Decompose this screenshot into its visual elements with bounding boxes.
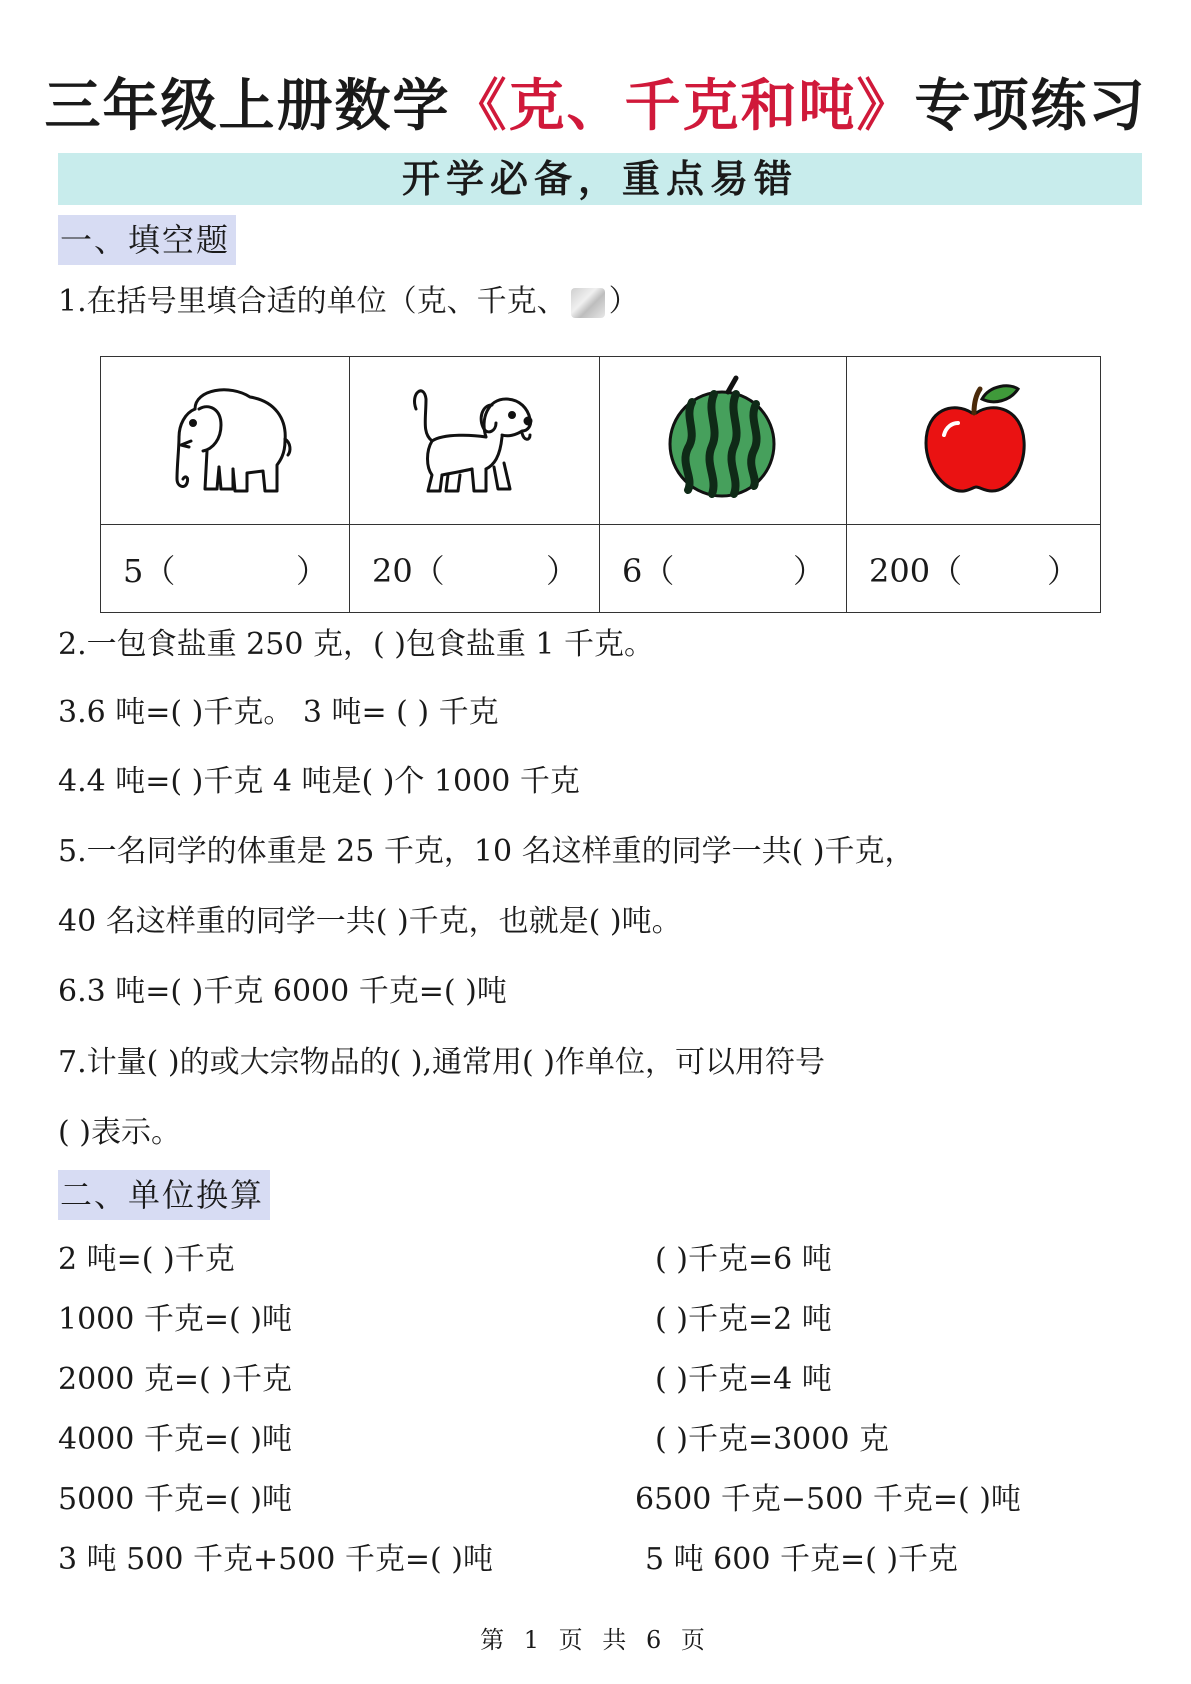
answer-cell-apple[interactable]: 200（ ）	[847, 525, 1101, 613]
question-1: 1.在括号里填合适的单位（克、千克、 ）	[58, 284, 639, 319]
blurred-text	[571, 288, 605, 318]
question-5-continued: 40 名这样重的同学一共( )千克，也就是( )吨。	[58, 904, 682, 939]
conversion-right-2: ( )千克=2 吨	[655, 1302, 832, 1337]
question-7: 7.计量( )的或大宗物品的( ),通常用( )作单位，可以用符号	[58, 1045, 825, 1080]
conversion-left-5: 5000 千克=( )吨	[58, 1482, 292, 1517]
question-4: 4.4 吨=( )千克 4 吨是( )个 1000 千克	[58, 764, 580, 799]
question-6: 6.3 吨=( )千克 6000 千克=( )吨	[58, 974, 507, 1009]
conversion-left-6: 3 吨 500 千克+500 千克=( )吨	[58, 1542, 493, 1577]
conversion-left-1: 2 吨=( )千克	[58, 1242, 235, 1277]
page-number: 第 1 页 共 6 页	[480, 1626, 711, 1654]
conversion-left-3: 2000 克=( )千克	[58, 1362, 292, 1397]
question-5: 5.一名同学的体重是 25 千克，10 名这样重的同学一共( )千克，	[58, 834, 915, 869]
subtitle-banner: 开学必备，重点易错	[58, 153, 1142, 205]
answer-cell-dog[interactable]: 20（ ）	[349, 525, 599, 613]
apple-icon	[914, 379, 1034, 499]
conversion-left-4: 4000 千克=( )吨	[58, 1422, 292, 1457]
conversion-right-6: 5 吨 600 千克=( )千克	[645, 1542, 959, 1577]
section-heading-fill-blank: 一、填空题	[58, 215, 236, 265]
conversion-right-1: ( )千克=6 吨	[655, 1242, 832, 1277]
question-7-continued: ( )表示。	[58, 1115, 181, 1150]
question-2: 2.一包食盐重 250 克，( )包食盐重 1 千克。	[58, 627, 655, 662]
section-heading-unit-conversion: 二、单位换算	[58, 1170, 270, 1220]
dog-cell	[349, 357, 599, 525]
apple-cell	[847, 357, 1101, 525]
conversion-right-5: 6500 千克−500 千克=( )吨	[635, 1482, 1021, 1517]
page-title: 三年级上册数学《克、千克和吨》专项练习	[44, 73, 1147, 139]
dog-icon	[404, 379, 544, 499]
answer-cell-elephant[interactable]: 5（ ）	[101, 525, 350, 613]
conversion-left-2: 1000 千克=( )吨	[58, 1302, 292, 1337]
picture-table	[100, 356, 1101, 613]
watermelon-icon	[658, 374, 788, 504]
elephant-icon	[155, 379, 295, 499]
question-3: 3.6 吨=( )千克。 3 吨= ( ) 千克	[58, 695, 499, 730]
conversion-right-4: ( )千克=3000 克	[655, 1422, 889, 1457]
elephant-cell	[101, 357, 350, 525]
conversion-right-3: ( )千克=4 吨	[655, 1362, 832, 1397]
watermelon-cell	[600, 357, 847, 525]
answer-cell-watermelon[interactable]: 6（ ）	[600, 525, 847, 613]
